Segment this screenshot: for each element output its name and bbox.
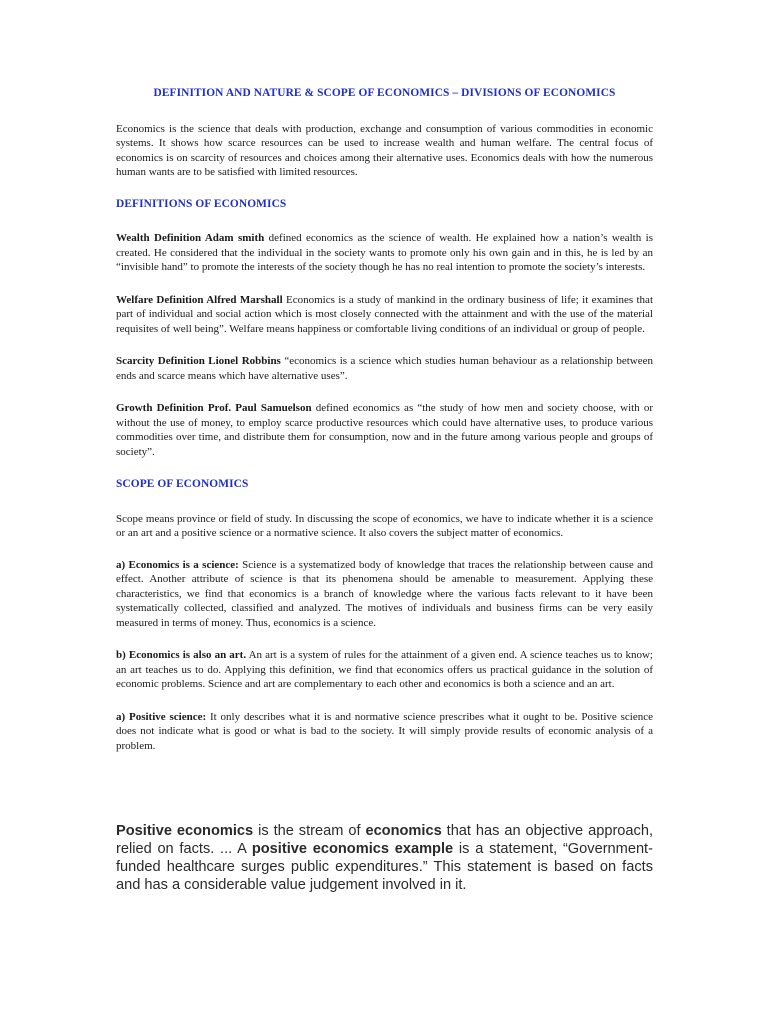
definition-term: Growth Definition Prof. Paul Samuelson (116, 402, 312, 414)
definition-welfare (116, 293, 653, 337)
snippet-bold: Positive economics (116, 823, 254, 839)
scope-item-text: An art is a system of rules for the attainment of a given end. A science teaches us to know; an art teaches us to do. Applying this definition, we find that economics offers us practical guidance in the solution of economic problems. Science and art are complementary to each other and economics is both a science and an art. (116, 649, 653, 690)
definition-scarcity (116, 354, 653, 383)
definition-text: defined economics as “the study of how men and society choose, with or without the use of money, to employ scarce productive resources which could have alternative uses, to produce various commodities over time, and distribute them for consumption, now and in the future among various people and groups of society”. (116, 402, 653, 458)
definition-text: Economics is a study of mankind in the ordinary business of life; it examines that part of individual and social action which is most closely connected with the attainment and with the use of the material requisites of well being”. Welfare means happiness or comfortable living conditions of an individual or group of people. (116, 293, 653, 335)
intro-paragraph: Economics is the science that deals with production, exchange and consumption of various commodities in economic systems. It shows how scarce resources can be used to increase wealth and human welfare. The central focus of economics is on scarcity of resources and choices among their alternative uses. Economics deals with how the numerous human wants are to be satisfied with limited resources. (116, 122, 653, 178)
positive-economics-snippet (116, 822, 653, 894)
scope-heading: SCOPE OF ECONOMICS (116, 478, 249, 490)
scope-item-positive-science (116, 710, 653, 754)
document-body (116, 86, 653, 771)
definition-wealth (116, 231, 653, 275)
definition-term: Welfare Definition Alfred Marshall (116, 293, 283, 306)
definition-term: Wealth Definition Adam smith (116, 232, 265, 244)
snippet-bold: positive economics example (251, 841, 454, 857)
scope-item-art (116, 648, 653, 692)
definition-text: “economics is a science which studies human behaviour as a relationship between ends and scarce means which have alternative uses”. (116, 355, 653, 382)
snippet-text: is a statement, “Government-funded healthcare surges public expenditures.” This statement is based on facts and has a considerable value judgement involved in it. (116, 841, 653, 893)
scope-item-science (116, 558, 653, 631)
scope-item-term: b) Economics is also an art. (116, 649, 247, 661)
scope-intro-paragraph: Scope means province or field of study. In discussing the scope of economics, we have to indicate whether it is a science or an art and a positive science or a normative science. It also covers the subject matter of economics. (116, 512, 653, 539)
snippet-text: that has an objective approach, relied on facts. ... A (116, 823, 654, 857)
scope-item-term: a) Positive science: (116, 710, 207, 723)
scope-item-term: a) Economics is a science: (116, 558, 239, 571)
snippet-text: is the stream of (253, 823, 366, 839)
definitions-heading: DEFINITIONS OF ECONOMICS (116, 197, 287, 210)
page-title: DEFINITION AND NATURE & SCOPE OF ECONOMICS – DIVISIONS OF ECONOMICS (153, 87, 616, 99)
definition-growth (116, 401, 653, 459)
scope-item-text: Science is a systematized body of knowledge that traces the relationship between cause and effect. Another attribute of science is that its phenomena should be amenable to measurement. Applying these characteristics, we find that economics is a branch of knowledge where the various facts relevant to it have been systematically collected, classified and analyzed. The motives of individuals and business firms can be very easily measured in terms of money. Thus, economics is a science. (116, 558, 653, 629)
snippet-bold: economics (365, 823, 442, 839)
scope-item-text: It only describes what it is and normative science prescribes what it ought to be. Positive science does not indicate what is good or what is bad to the society. It will simply provide results of economic analysis of a problem. (116, 710, 653, 752)
definition-term: Scarcity Definition Lionel Robbins (116, 355, 281, 367)
definition-text: defined economics as the science of wealth. He explained how a nation’s wealth is created. He considered that the individual in the society wants to promote only his own gain and in this, he is led by an “invisible hand” to promote the interests of the society though he has no real intention to promote the society’s interests. (116, 232, 653, 273)
